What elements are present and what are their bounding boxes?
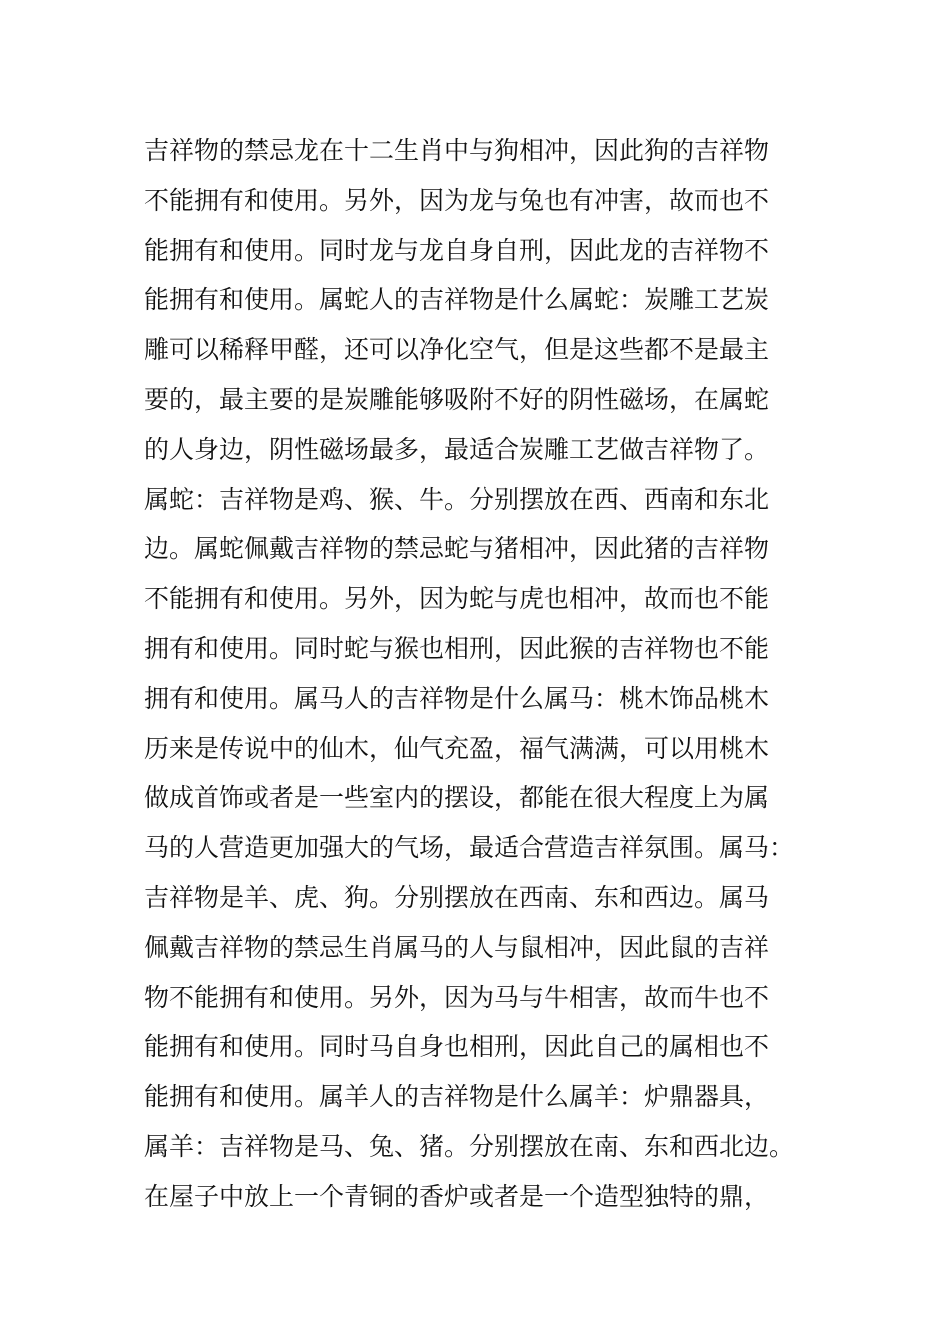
text-line: 能拥有和使用。属羊人的吉祥物是什么属羊：炉鼎器具， (144, 1082, 770, 1112)
body-text (144, 126, 814, 1222)
text-line: 能拥有和使用。同时马自身也相刑，因此自己的属相也不 (144, 1032, 770, 1062)
text-line: 吉祥物是羊、虎、狗。分别摆放在西南、东和西边。属马 (144, 882, 770, 912)
text-line: 物不能拥有和使用。另外，因为马与牛相害，故而牛也不 (144, 982, 770, 1012)
text-line: 属蛇：吉祥物是鸡、猴、牛。分别摆放在西、西南和东北 (144, 484, 770, 514)
text-line: 佩戴吉祥物的禁忌生肖属马的人与鼠相冲，因此鼠的吉祥 (144, 932, 770, 962)
text-line: 雕可以稀释甲醛，还可以净化空气，但是这些都不是最主 (144, 335, 770, 365)
text-line: 能拥有和使用。属蛇人的吉祥物是什么属蛇：炭雕工艺炭 (144, 285, 770, 315)
text-line: 边。属蛇佩戴吉祥物的禁忌蛇与猪相冲，因此猪的吉祥物 (144, 534, 770, 564)
text-line: 历来是传说中的仙木，仙气充盈，福气满满，可以用桃木 (144, 733, 770, 763)
text-line: 在屋子中放上一个青铜的香炉或者是一个造型独特的鼎， (144, 1181, 770, 1211)
text-line: 不能拥有和使用。另外，因为龙与兔也有冲害，故而也不 (144, 185, 770, 215)
text-line: 要的，最主要的是炭雕能够吸附不好的阴性磁场，在属蛇 (144, 384, 770, 414)
text-line: 吉祥物的禁忌龙在十二生肖中与狗相冲，因此狗的吉祥物 (144, 136, 770, 165)
text-line: 的人身边，阴性磁场最多，最适合炭雕工艺做吉祥物了。 (144, 434, 770, 464)
text-line: 拥有和使用。同时蛇与猴也相刑，因此猴的吉祥物也不能 (144, 633, 770, 663)
text-line: 拥有和使用。属马人的吉祥物是什么属马：桃木饰品桃木 (144, 683, 770, 713)
text-line: 能拥有和使用。同时龙与龙自身自刑，因此龙的吉祥物不 (144, 235, 770, 265)
text-line: 马的人营造更加强大的气场，最适合营造吉祥氛围。属马： (144, 833, 795, 863)
text-line: 不能拥有和使用。另外，因为蛇与虎也相冲，故而也不能 (144, 584, 770, 614)
text-line: 做成首饰或者是一些室内的摆设，都能在很大程度上为属 (144, 783, 770, 813)
text-line: 属羊：吉祥物是马、兔、猪。分别摆放在南、东和西北边。 (144, 1131, 795, 1161)
